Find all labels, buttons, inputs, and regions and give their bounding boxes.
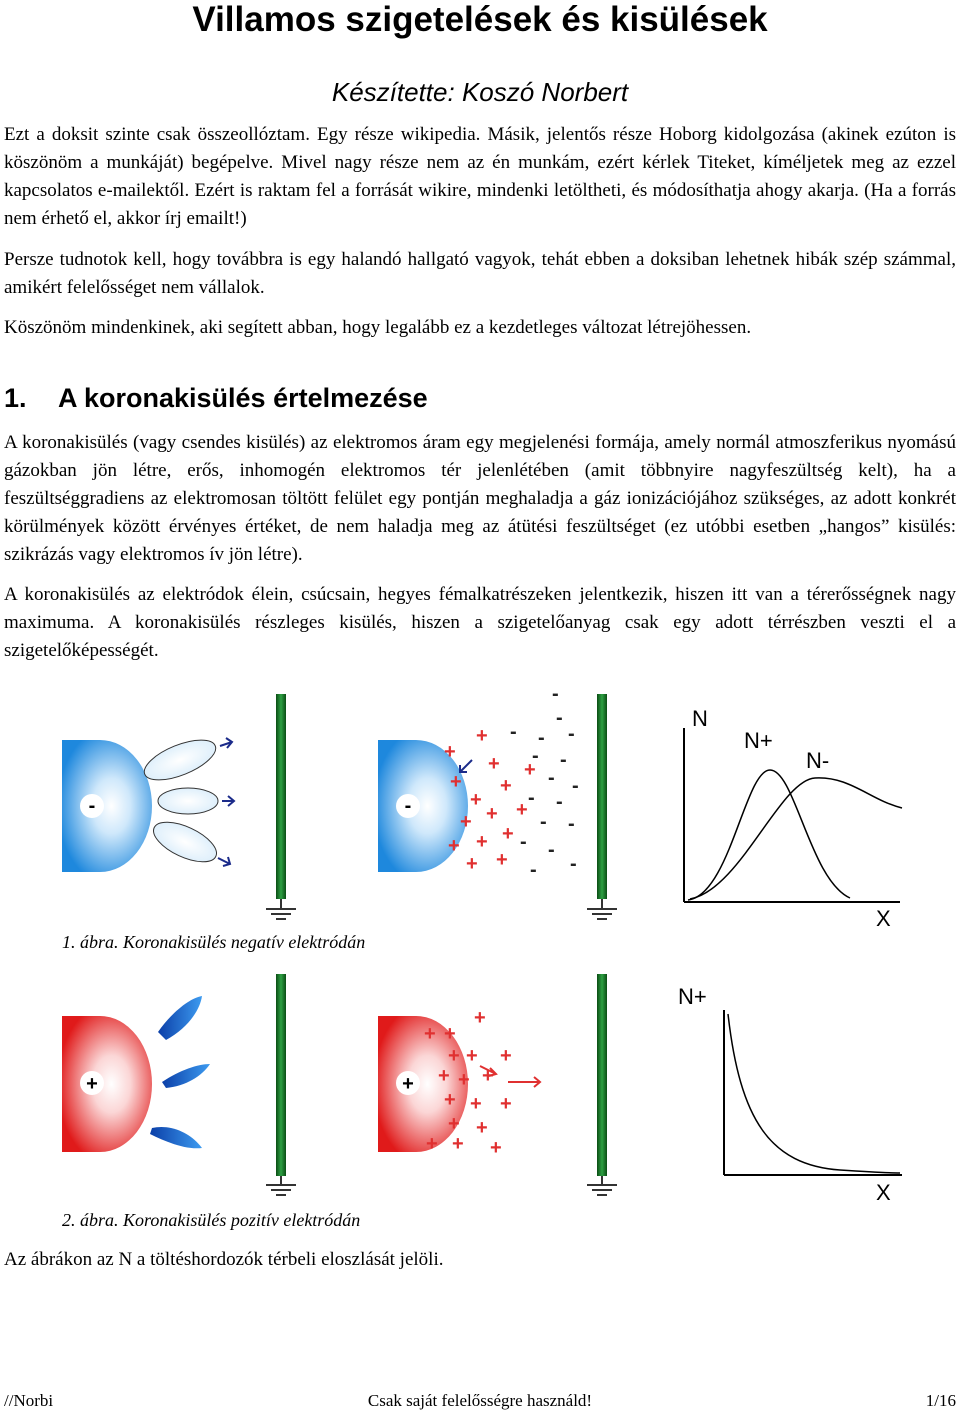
electron-avalanches: [139, 732, 234, 870]
charge-distribution-graph-1: [684, 706, 902, 930]
graph-x-label: X: [876, 1180, 891, 1205]
figure-2-caption: 2. ábra. Koronakisülés pozitív elektródán: [62, 1210, 361, 1230]
svg-text:+: +: [482, 1065, 494, 1087]
svg-text:-: -: [560, 749, 567, 771]
figure-1-caption: 1. ábra. Koronakisülés negatív elektródán: [62, 932, 366, 952]
intro-paragraph-1: Ezt a doksit szinte csak összeollóztam. Egy része wikipedia. Másik, jelentős része Hoborg kidolgozása (akinek ezúton is köszönöm a munkáját) begépelve. Mivel nagy része nem az én munkám, ezért kérlek Titeket, kíméljetek meg az ezzel kapcsolatos e-mailektől. Ezért is raktam fel a forrását wikire, mindenki letöltheti, és módosíthatja ahogy akarja. (Ha a forrás nem érhető el, akkor írj emailt!): [4, 124, 956, 229]
section-paragraph-1: A koronakisülés (vagy csendes kisülés) az elektromos áram egy megjelenési formája, amely normál atmoszferikus nyomású gázokban jön létre, erős, inhomogén elektromos tér jelenlétében (amit többnyire nagyfeszültség kelt), ha a feszültséggradiens az elektromosan töltött felület egy pontján meghaladja a gáz ionizációjához szükséges, az adott konkrét körülmények között érvényes értéket, de nem haladja meg az átütési feszültséget (ez utóbbi esetben „hangos” kisülés: szikrázás vagy elektromos ív jön létre).: [4, 432, 956, 565]
curve-positive-ions: [688, 770, 850, 900]
svg-text:-: -: [548, 767, 555, 789]
svg-text:+: +: [474, 1007, 486, 1029]
svg-text:+: +: [476, 725, 488, 747]
svg-text:+: +: [516, 799, 528, 821]
svg-text:+: +: [450, 771, 462, 793]
ground-electrode-left-2: [266, 974, 296, 1195]
svg-text:+: +: [476, 1117, 488, 1139]
svg-text:+: +: [452, 1133, 464, 1155]
svg-text:+: +: [524, 759, 536, 781]
figure-2-illustration: [40, 970, 940, 1215]
svg-text:+: +: [448, 1045, 460, 1067]
ground-electrode-middle-2: [587, 974, 617, 1195]
svg-text:+: +: [460, 811, 472, 833]
svg-text:-: -: [570, 853, 577, 875]
svg-text:-: -: [538, 727, 545, 749]
svg-text:+: +: [466, 1045, 478, 1067]
svg-text:-: -: [530, 859, 537, 881]
section-number: 1.: [4, 383, 27, 413]
svg-text:-: -: [556, 707, 563, 729]
curve-negative-ions: [690, 778, 902, 899]
svg-text:+: +: [458, 1069, 470, 1091]
svg-text:+: +: [500, 1093, 512, 1115]
svg-text:+: +: [488, 753, 500, 775]
svg-text:+: +: [448, 1113, 460, 1135]
svg-text:+: +: [444, 741, 456, 763]
svg-text:+: +: [500, 775, 512, 797]
svg-text:-: -: [552, 683, 559, 705]
closing-text: Az ábrákon az N a töltéshordozók térbeli eloszlását jelöli.: [4, 1249, 444, 1270]
charge-distribution-graph-2: [678, 984, 902, 1205]
section-paragraph-2: A koronakisülés az elektródok élein, csúcsain, hegyes fémalkatrészeken jelentkezik, hiszen itt van a térerősségnek nagy maximuma. A koronakisülés részleges kisülés, hiszen a szigetelőanyag csak egy adott térrészben veszti el a szigetelőképességét.: [4, 584, 956, 661]
electrode-sign: -: [88, 795, 96, 817]
svg-text:+: +: [438, 1065, 450, 1087]
svg-text:-: -: [572, 775, 579, 797]
svg-text:+: +: [502, 823, 514, 845]
footer-author: //Norbi: [4, 1391, 54, 1410]
svg-text:+: +: [426, 1133, 438, 1155]
svg-text:-: -: [568, 723, 575, 745]
ground-electrode-middle: [587, 694, 617, 919]
electrode-sign: +: [402, 1073, 414, 1095]
document-title: Villamos szigetelések és kisülések: [192, 0, 768, 39]
figure-1-illustration: [40, 680, 940, 930]
intro-paragraph-2: Persze tudnotok kell, hogy továbbra is egy halandó hallgató vagyok, tehát ebben a doksiban lehetnek hibák szép számmal, amikért felelősséget nem vállalok.: [4, 249, 956, 298]
svg-text:-: -: [556, 791, 563, 813]
footer-disclaimer: Csak saját felelősségre használd!: [367, 1391, 593, 1410]
svg-text:-: -: [568, 813, 575, 835]
svg-text:+: +: [470, 789, 482, 811]
svg-text:+: +: [496, 849, 508, 871]
svg-text:+: +: [500, 1045, 512, 1067]
svg-text:+: +: [476, 831, 488, 853]
ground-electrode-left: [266, 694, 296, 919]
svg-text:+: +: [424, 1023, 436, 1045]
svg-text:-: -: [540, 811, 547, 833]
electrode-sign: +: [86, 1073, 98, 1095]
intro-paragraph-3: Köszönöm mindenkinek, aki segített abban, hogy legalább ez a kezdetleges változat létrejöhessen.: [4, 317, 752, 338]
curve-label-positive: N+: [744, 728, 773, 753]
svg-text:-: -: [532, 745, 539, 767]
svg-text:-: -: [548, 839, 555, 861]
curve-positive-ions: [728, 1014, 900, 1173]
negative-electrode-left: [62, 740, 152, 872]
positive-streamers: [150, 996, 210, 1148]
svg-text:-: -: [510, 721, 517, 743]
positive-electrode-left: [62, 1016, 152, 1152]
curve-label-positive: N+: [678, 984, 707, 1009]
svg-text:+: +: [470, 1093, 482, 1115]
section-title: A koronakisülés értelmezése: [58, 383, 428, 413]
svg-text:+: +: [444, 1023, 456, 1045]
footer-page-number: 1/16: [925, 1391, 956, 1410]
curve-label-negative: N-: [806, 748, 830, 773]
graph-x-label: X: [876, 906, 891, 930]
svg-text:+: +: [490, 1137, 502, 1159]
svg-text:+: +: [444, 1089, 456, 1111]
svg-text:-: -: [528, 787, 535, 809]
electrode-sign: -: [404, 795, 412, 817]
author-line: Készítette: Koszó Norbert: [331, 77, 629, 107]
section-heading: [4, 382, 428, 414]
svg-text:+: +: [448, 835, 460, 857]
svg-text:+: +: [466, 853, 478, 875]
graph-y-label: N: [692, 706, 708, 731]
svg-text:+: +: [486, 803, 498, 825]
svg-text:-: -: [520, 831, 527, 853]
